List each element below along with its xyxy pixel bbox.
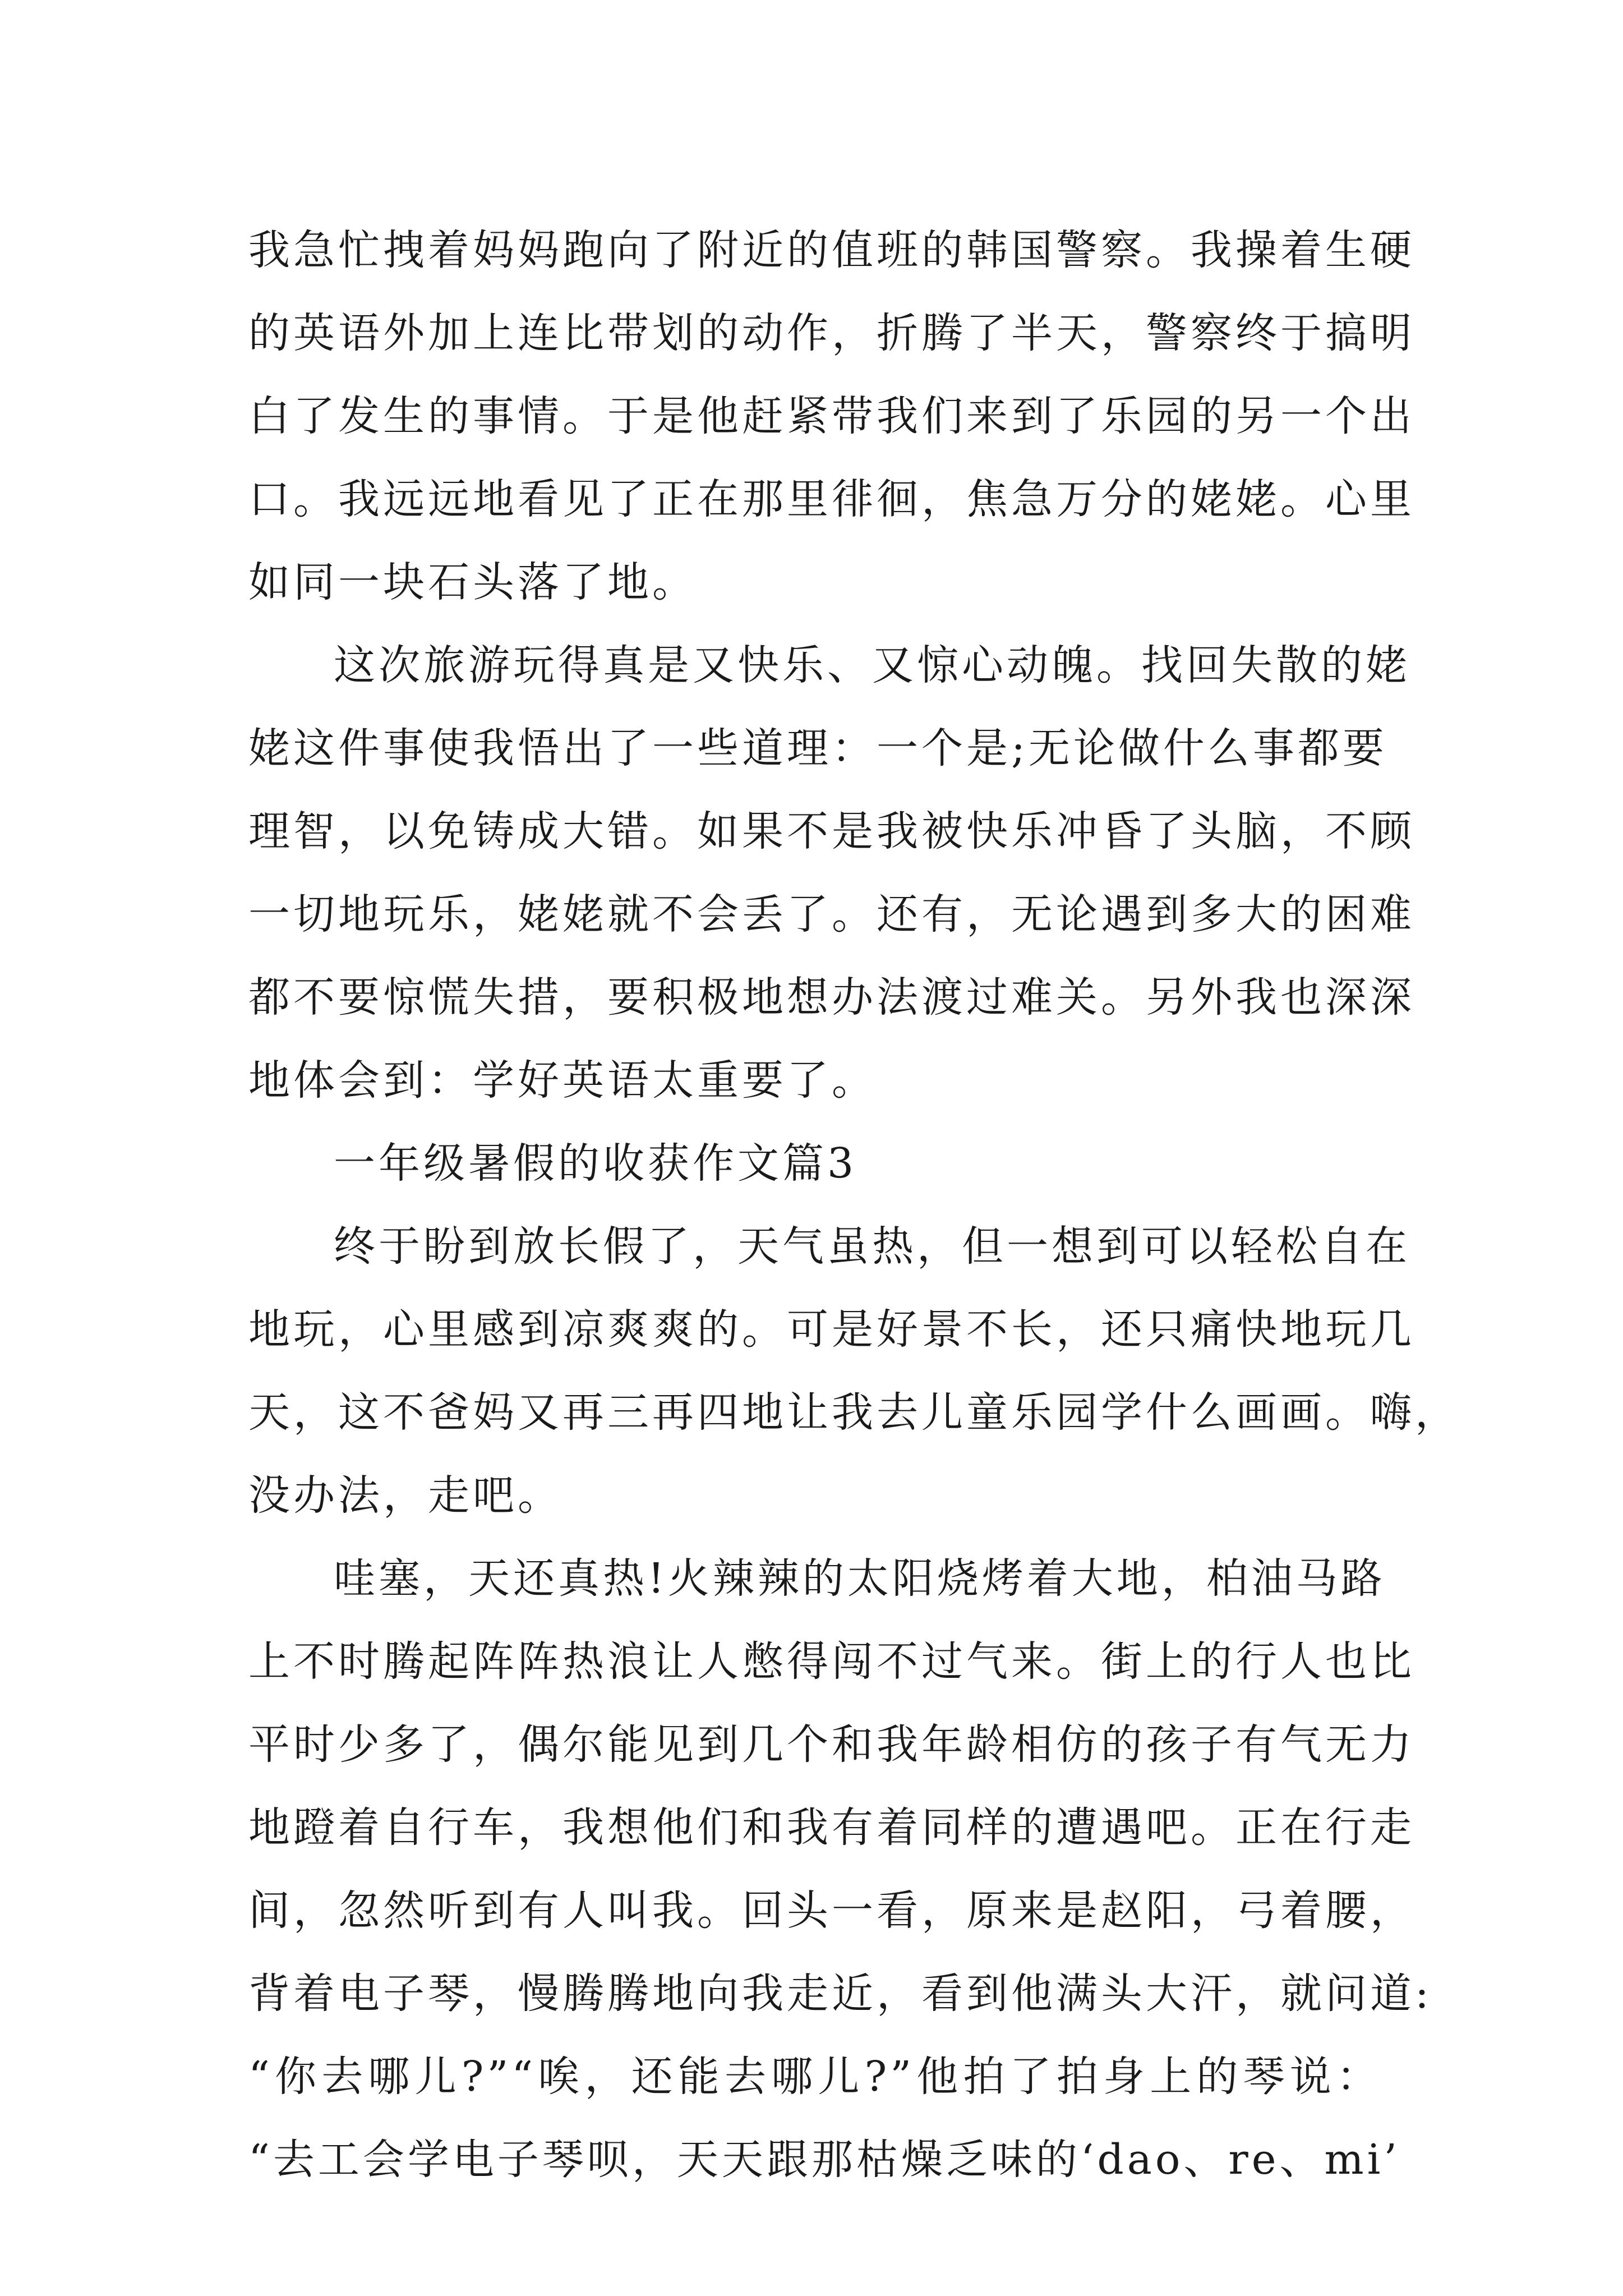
text-line: 平时少多了，偶尔能见到几个和我年龄相仿的孩子有气无力 [248,1720,1415,1769]
paragraph-first-line: 这次旅游玩得真是又快乐、又惊心动魄。找回失散的姥 [334,641,1410,689]
text-line: 姥这件事使我悟出了一些道理：一个是;无论做什么事都要 [248,724,1387,772]
text-line: 背着电子琴，慢腾腾地向我走近，看到他满头大汗，就问道: [248,1970,1432,2018]
text-line: 没办法，走吧。 [248,1471,562,1520]
text-line: 如同一块石头落了地。 [248,558,697,606]
text-line: 上不时腾起阵阵热浪让人憋得闯不过气来。街上的行人也比 [248,1637,1415,1686]
text-line: 地玩，心里感到凉爽爽的。可是好景不长，还只痛快地玩几 [248,1305,1415,1354]
text-line: 间，忽然听到有人叫我。回头一看，原来是赵阳，弓着腰， [248,1887,1415,1935]
text-line: “你去哪儿?”“唉，还能去哪儿?”他拍了拍身上的琴说： [248,2053,1381,2101]
text-line: 都不要惊慌失措，要积极地想办法渡过难关。另外我也深深 [248,973,1415,1022]
text-line: 一切地玩乐，姥姥就不会丢了。还有，无论遇到多大的困难 [248,890,1415,938]
text-line: 口。我远远地看见了正在那里徘徊，焦急万分的姥姥。心里 [248,475,1415,523]
paragraph-first-line: 终于盼到放长假了，天气虽热，但一想到可以轻松自在 [334,1222,1410,1271]
text-line: “去工会学电子琴呗，天天跟那枯燥乏味的‘dao、re、mi’ [248,2136,1400,2184]
text-line: 我急忙拽着妈妈跑向了附近的值班的韩国警察。我操着生硬 [248,226,1415,274]
essay-body [248,209,1460,2201]
section-heading: 一年级暑假的收获作文篇3 [334,1139,857,1188]
text-line: 白了发生的事情。于是他赶紧带我们来到了乐园的另一个出 [248,392,1415,440]
text-line: 地蹬着自行车，我想他们和我有着同样的遭遇吧。正在行走 [248,1803,1415,1852]
text-line: 地体会到：学好英语太重要了。 [248,1056,877,1105]
text-line: 天，这不爸妈又再三再四地让我去儿童乐园学什么画画。嗨， [248,1388,1460,1437]
paragraph-first-line: 哇塞，天还真热!火辣辣的太阳烧烤着大地，柏油马路 [334,1554,1386,1603]
text-line: 的英语外加上连比带划的动作，折腾了半天，警察终于搞明 [248,309,1415,357]
text-line: 理智，以免铸成大错。如果不是我被快乐冲昏了头脑，不顾 [248,807,1415,855]
